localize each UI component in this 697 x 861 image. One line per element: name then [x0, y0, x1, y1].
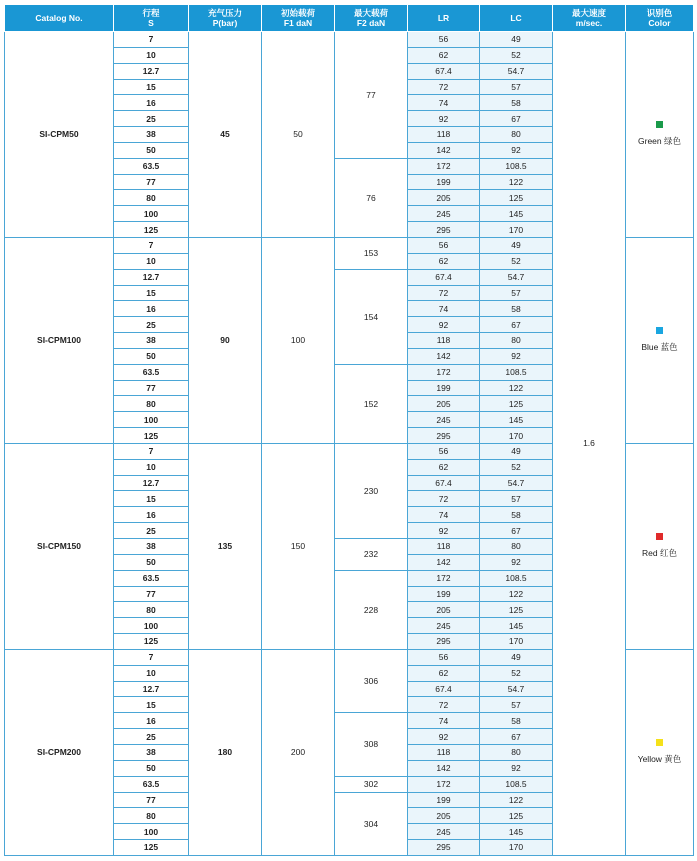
lr-value: 205 — [408, 602, 480, 618]
lr-value: 72 — [408, 285, 480, 301]
lr-value: 118 — [408, 539, 480, 555]
f2-value: 76 — [335, 158, 408, 237]
pressure-value: 180 — [189, 649, 262, 855]
stroke-value: 38 — [114, 333, 189, 349]
lc-value: 92 — [480, 760, 553, 776]
stroke-value: 77 — [114, 792, 189, 808]
lr-value: 72 — [408, 697, 480, 713]
stroke-value: 50 — [114, 760, 189, 776]
lc-value: 145 — [480, 206, 553, 222]
stroke-value: 12.7 — [114, 475, 189, 491]
lc-value: 108.5 — [480, 570, 553, 586]
lr-value: 295 — [408, 634, 480, 650]
stroke-value: 100 — [114, 618, 189, 634]
stroke-value: 77 — [114, 586, 189, 602]
lc-value: 57 — [480, 491, 553, 507]
catalog-number: SI-CPM200 — [5, 649, 114, 855]
stroke-value: 63.5 — [114, 364, 189, 380]
f2-value: 306 — [335, 649, 408, 712]
stroke-value: 125 — [114, 634, 189, 650]
lc-value: 57 — [480, 697, 553, 713]
stroke-value: 38 — [114, 744, 189, 760]
lr-value: 56 — [408, 649, 480, 665]
lr-value: 92 — [408, 523, 480, 539]
header-lc: LC — [480, 5, 553, 32]
lc-value: 57 — [480, 285, 553, 301]
stroke-value: 10 — [114, 253, 189, 269]
lc-value: 145 — [480, 412, 553, 428]
stroke-value: 63.5 — [114, 570, 189, 586]
lr-value: 92 — [408, 729, 480, 745]
stroke-value: 80 — [114, 396, 189, 412]
lr-value: 142 — [408, 760, 480, 776]
lc-value: 67 — [480, 729, 553, 745]
stroke-value: 7 — [114, 237, 189, 253]
lr-value: 295 — [408, 222, 480, 238]
lc-value: 58 — [480, 713, 553, 729]
lr-value: 245 — [408, 206, 480, 222]
f2-value: 230 — [335, 443, 408, 538]
lc-value: 58 — [480, 95, 553, 111]
lr-value: 118 — [408, 127, 480, 143]
table-header — [5, 5, 694, 32]
lr-value: 62 — [408, 47, 480, 63]
stroke-value: 125 — [114, 222, 189, 238]
lc-value: 80 — [480, 744, 553, 760]
stroke-value: 7 — [114, 649, 189, 665]
stroke-value: 25 — [114, 111, 189, 127]
color-swatch — [656, 533, 663, 540]
lc-value: 92 — [480, 554, 553, 570]
stroke-value: 100 — [114, 206, 189, 222]
lr-value: 56 — [408, 443, 480, 459]
stroke-value: 38 — [114, 127, 189, 143]
stroke-value: 50 — [114, 348, 189, 364]
stroke-value: 16 — [114, 713, 189, 729]
lc-value: 80 — [480, 539, 553, 555]
lr-value: 56 — [408, 32, 480, 48]
f1-value: 150 — [262, 443, 335, 649]
stroke-value: 80 — [114, 190, 189, 206]
f2-value: 228 — [335, 570, 408, 649]
stroke-value: 10 — [114, 47, 189, 63]
lc-value: 49 — [480, 32, 553, 48]
lc-value: 125 — [480, 808, 553, 824]
pressure-value: 135 — [189, 443, 262, 649]
lc-value: 170 — [480, 222, 553, 238]
lr-value: 92 — [408, 317, 480, 333]
lr-value: 199 — [408, 586, 480, 602]
lc-value: 80 — [480, 127, 553, 143]
lr-value: 245 — [408, 412, 480, 428]
lc-value: 122 — [480, 380, 553, 396]
lr-value: 142 — [408, 554, 480, 570]
stroke-value: 12.7 — [114, 63, 189, 79]
lr-value: 74 — [408, 507, 480, 523]
stroke-value: 16 — [114, 95, 189, 111]
pressure-value: 45 — [189, 32, 262, 238]
lr-value: 74 — [408, 713, 480, 729]
header-pressure: 充气压力 P(bar) — [189, 5, 262, 32]
lr-value: 67.4 — [408, 475, 480, 491]
stroke-value: 25 — [114, 317, 189, 333]
stroke-value: 15 — [114, 285, 189, 301]
stroke-value: 10 — [114, 665, 189, 681]
color-cell — [626, 32, 694, 238]
lc-value: 52 — [480, 253, 553, 269]
stroke-value: 10 — [114, 459, 189, 475]
lc-value: 108.5 — [480, 364, 553, 380]
catalog-number: SI-CPM50 — [5, 32, 114, 238]
lc-value: 57 — [480, 79, 553, 95]
color-label: Red 红色 — [642, 548, 677, 559]
stroke-value: 77 — [114, 174, 189, 190]
lc-value: 122 — [480, 174, 553, 190]
stroke-value: 50 — [114, 142, 189, 158]
lc-value: 54.7 — [480, 269, 553, 285]
lr-value: 245 — [408, 618, 480, 634]
header-lr: LR — [408, 5, 480, 32]
lr-value: 142 — [408, 348, 480, 364]
f2-value: 152 — [335, 364, 408, 443]
stroke-value: 125 — [114, 428, 189, 444]
lc-value: 49 — [480, 237, 553, 253]
header-stroke: 行程 S — [114, 5, 189, 32]
stroke-value: 7 — [114, 32, 189, 48]
lr-value: 172 — [408, 158, 480, 174]
lc-value: 122 — [480, 792, 553, 808]
lr-value: 199 — [408, 380, 480, 396]
lr-value: 205 — [408, 808, 480, 824]
stroke-value: 15 — [114, 697, 189, 713]
lc-value: 54.7 — [480, 681, 553, 697]
f2-value: 232 — [335, 539, 408, 571]
stroke-value: 25 — [114, 523, 189, 539]
f1-value: 50 — [262, 32, 335, 238]
stroke-value: 7 — [114, 443, 189, 459]
lr-value: 62 — [408, 665, 480, 681]
lr-value: 199 — [408, 174, 480, 190]
lr-value: 118 — [408, 744, 480, 760]
color-swatch — [656, 121, 663, 128]
lc-value: 125 — [480, 396, 553, 412]
spec-table — [4, 4, 694, 856]
lc-value: 58 — [480, 301, 553, 317]
stroke-value: 100 — [114, 412, 189, 428]
stroke-value: 77 — [114, 380, 189, 396]
color-swatch — [656, 327, 663, 334]
lc-value: 92 — [480, 348, 553, 364]
color-cell — [626, 443, 694, 649]
lc-value: 52 — [480, 47, 553, 63]
stroke-value: 38 — [114, 539, 189, 555]
lr-value: 295 — [408, 840, 480, 856]
color-cell — [626, 237, 694, 443]
max-speed-value: 1.6 — [553, 32, 626, 856]
lc-value: 92 — [480, 142, 553, 158]
stroke-value: 12.7 — [114, 681, 189, 697]
stroke-value: 16 — [114, 507, 189, 523]
header-f2: 最大载荷 F2 daN — [335, 5, 408, 32]
stroke-value: 63.5 — [114, 158, 189, 174]
catalog-number: SI-CPM100 — [5, 237, 114, 443]
lr-value: 172 — [408, 776, 480, 792]
catalog-number: SI-CPM150 — [5, 443, 114, 649]
stroke-value: 25 — [114, 729, 189, 745]
lc-value: 67 — [480, 111, 553, 127]
lr-value: 245 — [408, 824, 480, 840]
f2-value: 154 — [335, 269, 408, 364]
lc-value: 80 — [480, 333, 553, 349]
stroke-value: 63.5 — [114, 776, 189, 792]
lc-value: 170 — [480, 634, 553, 650]
lc-value: 122 — [480, 586, 553, 602]
lr-value: 67.4 — [408, 269, 480, 285]
lr-value: 199 — [408, 792, 480, 808]
stroke-value: 80 — [114, 602, 189, 618]
lr-value: 56 — [408, 237, 480, 253]
lc-value: 170 — [480, 428, 553, 444]
lr-value: 72 — [408, 79, 480, 95]
table-row — [5, 32, 694, 48]
f2-value: 302 — [335, 776, 408, 792]
lc-value: 54.7 — [480, 475, 553, 491]
lc-value: 145 — [480, 824, 553, 840]
lc-value: 67 — [480, 317, 553, 333]
lr-value: 172 — [408, 364, 480, 380]
stroke-value: 80 — [114, 808, 189, 824]
table-body — [5, 32, 694, 856]
color-swatch — [656, 739, 663, 746]
f2-value: 308 — [335, 713, 408, 776]
header-catalog: Catalog No. — [5, 5, 114, 32]
lc-value: 67 — [480, 523, 553, 539]
lc-value: 49 — [480, 649, 553, 665]
lr-value: 74 — [408, 95, 480, 111]
lc-value: 52 — [480, 459, 553, 475]
lc-value: 52 — [480, 665, 553, 681]
stroke-value: 100 — [114, 824, 189, 840]
lr-value: 67.4 — [408, 681, 480, 697]
lc-value: 58 — [480, 507, 553, 523]
color-label: Yellow 黄色 — [637, 754, 682, 765]
color-label: Green 绿色 — [638, 136, 681, 147]
stroke-value: 15 — [114, 491, 189, 507]
lr-value: 72 — [408, 491, 480, 507]
f1-value: 200 — [262, 649, 335, 855]
f1-value: 100 — [262, 237, 335, 443]
f2-value: 304 — [335, 792, 408, 855]
lr-value: 74 — [408, 301, 480, 317]
lr-value: 295 — [408, 428, 480, 444]
pressure-value: 90 — [189, 237, 262, 443]
lc-value: 108.5 — [480, 776, 553, 792]
lc-value: 145 — [480, 618, 553, 634]
header-color: 识别色 Color — [626, 5, 694, 32]
stroke-value: 16 — [114, 301, 189, 317]
lc-value: 54.7 — [480, 63, 553, 79]
stroke-value: 50 — [114, 554, 189, 570]
color-cell — [626, 649, 694, 855]
lr-value: 205 — [408, 396, 480, 412]
lr-value: 172 — [408, 570, 480, 586]
lc-value: 170 — [480, 840, 553, 856]
lc-value: 125 — [480, 602, 553, 618]
header-row — [5, 5, 694, 32]
stroke-value: 125 — [114, 840, 189, 856]
lr-value: 67.4 — [408, 63, 480, 79]
header-speed: 最大速度 m/sec. — [553, 5, 626, 32]
lc-value: 125 — [480, 190, 553, 206]
header-f1: 初始载荷 F1 daN — [262, 5, 335, 32]
lr-value: 62 — [408, 253, 480, 269]
lr-value: 118 — [408, 333, 480, 349]
stroke-value: 15 — [114, 79, 189, 95]
lc-value: 108.5 — [480, 158, 553, 174]
f2-value: 153 — [335, 237, 408, 269]
lr-value: 62 — [408, 459, 480, 475]
lc-value: 49 — [480, 443, 553, 459]
stroke-value: 12.7 — [114, 269, 189, 285]
lr-value: 142 — [408, 142, 480, 158]
lr-value: 205 — [408, 190, 480, 206]
f2-value: 77 — [335, 32, 408, 159]
color-label: Blue 蓝色 — [641, 342, 678, 353]
lr-value: 92 — [408, 111, 480, 127]
